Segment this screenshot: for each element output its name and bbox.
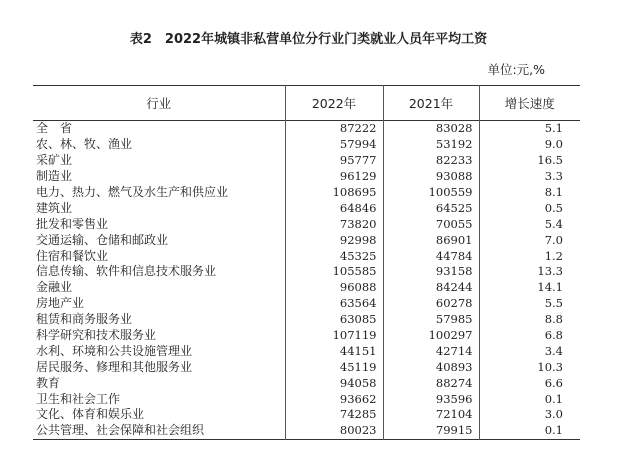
growth-rate-cell: 7.0	[479, 232, 580, 248]
wage-2022-cell: 73820	[285, 216, 383, 232]
wage-2022-cell: 96129	[285, 169, 383, 185]
wage-2022-cell: 93662	[285, 391, 383, 407]
wage-2022-cell: 87222	[285, 121, 383, 137]
wage-2021-cell: 70055	[383, 216, 479, 232]
table-row	[33, 169, 580, 185]
growth-rate-cell: 3.3	[479, 169, 580, 185]
industry-cell: 文化、体育和娱乐业	[36, 407, 145, 422]
table-row	[33, 153, 580, 169]
growth-rate-cell: 10.3	[479, 359, 580, 375]
wage-2021-cell: 40893	[383, 359, 479, 375]
table-row	[33, 375, 580, 391]
industry-cell: 交通运输、仓储和邮政业	[36, 232, 169, 247]
wage-2022-cell: 44151	[285, 343, 383, 359]
table-row	[33, 280, 580, 296]
wage-2022-cell: 80023	[285, 423, 383, 439]
wage-2021-cell: 83028	[383, 121, 479, 137]
industry-cell: 建筑业	[36, 200, 73, 215]
table-row	[33, 343, 580, 359]
wage-2022-cell: 64846	[285, 200, 383, 216]
wage-2021-cell: 88274	[383, 375, 479, 391]
table-row	[33, 248, 580, 264]
industry-cell: 批发和零售业	[36, 216, 109, 231]
industry-cell: 公共管理、社会保障和社会组织	[36, 423, 205, 438]
growth-rate-cell: 0.1	[479, 391, 580, 407]
table-row	[33, 296, 580, 312]
table-row	[33, 200, 580, 216]
table-row	[33, 121, 580, 137]
table-row	[33, 137, 580, 153]
table-title: 表2 2022年城镇非私营单位分行业门类就业人员年平均工资	[129, 32, 488, 47]
header-growth: 增长速度	[479, 86, 580, 121]
growth-rate-cell: 16.5	[479, 153, 580, 169]
wage-2022-cell: 94058	[285, 375, 383, 391]
growth-rate-cell: 8.8	[479, 312, 580, 328]
header-2022: 2022年	[285, 86, 383, 121]
growth-rate-cell: 5.5	[479, 296, 580, 312]
table-row	[33, 216, 580, 232]
industry-cell: 金融业	[36, 280, 73, 295]
wage-2021-cell: 93088	[383, 169, 479, 185]
wage-2021-cell: 60278	[383, 296, 479, 312]
wage-2021-cell: 82233	[383, 153, 479, 169]
wage-2021-cell: 72104	[383, 407, 479, 423]
wage-2021-cell: 100297	[383, 328, 479, 344]
wage-2021-cell: 44784	[383, 248, 479, 264]
industry-cell: 信息传输、软件和信息技术服务业	[36, 264, 217, 279]
table-body	[33, 121, 580, 440]
growth-rate-cell: 5.1	[479, 121, 580, 137]
wage-2022-cell: 92998	[285, 232, 383, 248]
growth-rate-cell: 0.1	[479, 423, 580, 439]
table-row	[33, 391, 580, 407]
growth-rate-cell: 13.3	[479, 264, 580, 280]
industry-cell: 制造业	[36, 169, 73, 184]
wage-2022-cell: 95777	[285, 153, 383, 169]
wage-2021-cell: 93158	[383, 264, 479, 280]
growth-rate-cell: 5.4	[479, 216, 580, 232]
wage-2021-cell: 64525	[383, 200, 479, 216]
wage-2022-cell: 63564	[285, 296, 383, 312]
growth-rate-cell: 1.2	[479, 248, 580, 264]
growth-rate-cell: 6.8	[479, 328, 580, 344]
wage-2022-cell: 45325	[285, 248, 383, 264]
unit-label: 单位:元,%	[487, 62, 545, 77]
table-row	[33, 312, 580, 328]
industry-cell: 全 省	[36, 121, 73, 136]
wage-2022-cell: 45119	[285, 359, 383, 375]
industry-cell: 卫生和社会工作	[36, 391, 121, 406]
table-row	[33, 264, 580, 280]
table-row	[33, 185, 580, 201]
wage-2022-cell: 107119	[285, 328, 383, 344]
growth-rate-cell: 8.1	[479, 185, 580, 201]
wage-2022-cell: 74285	[285, 407, 383, 423]
header-industry: 行业	[146, 96, 172, 111]
growth-rate-cell: 14.1	[479, 280, 580, 296]
industry-cell: 教育	[36, 375, 61, 390]
table-row	[33, 423, 580, 439]
industry-cell: 农、林、牧、渔业	[36, 137, 133, 152]
wage-2022-cell: 63085	[285, 312, 383, 328]
header-2021: 2021年	[383, 86, 479, 121]
wage-2021-cell: 100559	[383, 185, 479, 201]
table-row	[33, 407, 580, 423]
table-row	[33, 328, 580, 344]
wage-2021-cell: 79915	[383, 423, 479, 439]
wage-table	[33, 85, 580, 440]
growth-rate-cell: 6.6	[479, 375, 580, 391]
wage-2021-cell: 84244	[383, 280, 479, 296]
growth-rate-cell: 9.0	[479, 137, 580, 153]
industry-cell: 电力、热力、燃气及水生产和供应业	[36, 185, 229, 199]
table-row	[33, 232, 580, 248]
wage-2022-cell: 57994	[285, 137, 383, 153]
industry-cell: 水利、环境和公共设施管理业	[36, 343, 193, 358]
table-row	[33, 359, 580, 375]
growth-rate-cell: 3.0	[479, 407, 580, 423]
industry-cell: 房地产业	[36, 296, 85, 311]
wage-2021-cell: 42714	[383, 343, 479, 359]
growth-rate-cell: 3.4	[479, 343, 580, 359]
header-row	[33, 86, 580, 121]
wage-2021-cell: 53192	[383, 137, 479, 153]
wage-2022-cell: 108695	[285, 185, 383, 201]
wage-2021-cell: 86901	[383, 232, 479, 248]
industry-cell: 租赁和商务服务业	[36, 312, 133, 327]
industry-cell: 采矿业	[36, 153, 73, 168]
growth-rate-cell: 0.5	[479, 200, 580, 216]
wage-2021-cell: 57985	[383, 312, 479, 328]
industry-cell: 住宿和餐饮业	[36, 248, 109, 263]
wage-2021-cell: 93596	[383, 391, 479, 407]
wage-2022-cell: 105585	[285, 264, 383, 280]
industry-cell: 居民服务、修理和其他服务业	[36, 359, 193, 374]
wage-2022-cell: 96088	[285, 280, 383, 296]
industry-cell: 科学研究和技术服务业	[36, 328, 157, 343]
